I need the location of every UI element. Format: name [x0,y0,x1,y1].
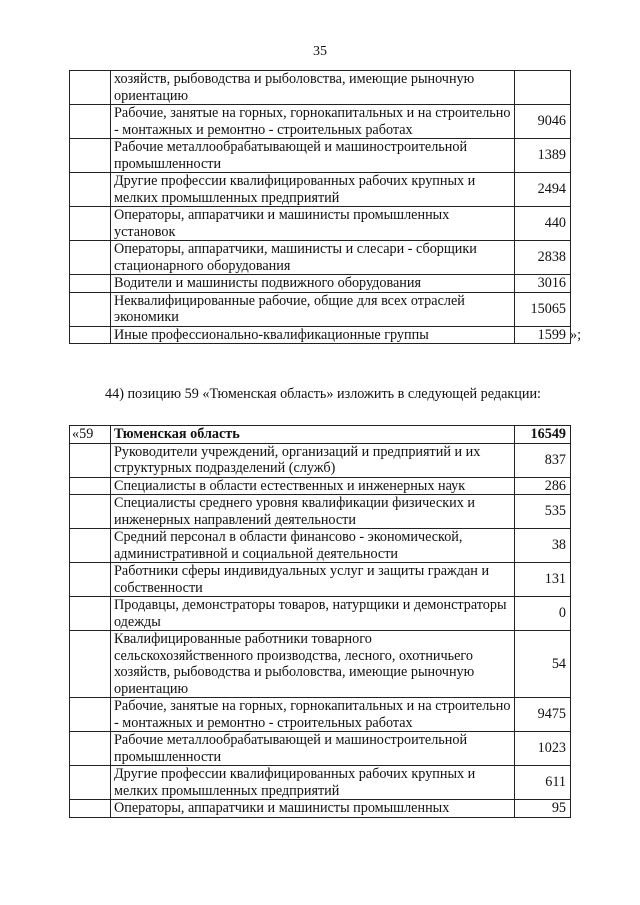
table-row [70,495,571,529]
code-cell [70,71,111,105]
code-cell [70,495,111,529]
occupation-cell: Рабочие, занятые на горных, горнокапитальных и на строительно - монтажных и ремонтно - строительных работах [111,698,515,732]
code-cell [70,477,111,495]
code-cell [70,173,111,207]
value-cell: 440 [515,207,571,241]
code-cell [70,698,111,732]
code-cell [70,766,111,800]
occupation-cell: Работники сферы индивидуальных услуг и защиты граждан и собственности [111,563,515,597]
code-cell [70,800,111,818]
occupation-cell: Другие профессии квалифицированных рабочих крупных и мелких промышленных предприятий [111,173,515,207]
code-cell [70,105,111,139]
value-cell: 2494 [515,173,571,207]
closing-quote: »; [570,326,582,343]
occupation-cell: Рабочие, занятые на горных, горнокапитальных и на строительно - монтажных и ремонтно - строительных работах [111,105,515,139]
value-cell: 9046 [515,105,571,139]
code-cell [70,207,111,241]
value-cell: 9475 [515,698,571,732]
occupation-cell: Водители и машинисты подвижного оборудования [111,275,515,293]
occupation-cell: Квалифицированные работники товарного сельскохозяйственного производства, лесного, охотничьего хозяйств, рыбоводства и рыболовства, имеющие рыночную ориентацию [111,631,515,698]
code-cell [70,443,111,477]
page-number: 35 [313,44,327,59]
code-cell [70,326,111,344]
value-cell: 2838 [515,241,571,275]
value-text: 1599 [537,326,566,343]
table-row [70,698,571,732]
occupation-cell: хозяйств, рыбоводства и рыболовства, имеющие рыночную ориентацию [111,71,515,105]
occupation-cell: Операторы, аппаратчики и машинисты промышленных установок [111,207,515,241]
region-total-cell: 16549 [515,426,571,444]
table-row [70,800,571,818]
code-cell [70,563,111,597]
table-row [70,563,571,597]
value-cell: 0 [515,597,571,631]
value-cell: 1389 [515,139,571,173]
value-cell: 15065 [515,292,571,326]
value-cell: 286 [515,477,571,495]
region-name-cell: Тюменская область [111,426,515,444]
table-row [70,207,571,241]
occupation-cell: Специалисты в области естественных и инженерных наук [111,477,515,495]
value-cell: 535 [515,495,571,529]
occupation-cell: Неквалифицированные рабочие, общие для всех отраслей экономики [111,292,515,326]
occupation-cell: Рабочие металлообрабатывающей и машиностроительной промышленности [111,732,515,766]
occupation-cell: Средний персонал в области финансово - экономической, административной и социальной деятельности [111,529,515,563]
value-cell: 3016 [515,275,571,293]
table-row [70,71,571,105]
occupation-cell: Рабочие металлообрабатывающей и машиностроительной промышленности [111,139,515,173]
value-cell: 38 [515,529,571,563]
table-row [70,597,571,631]
region-code-cell: «59 [70,426,111,444]
table-row [70,275,571,293]
value-cell: 54 [515,631,571,698]
table-row [70,529,571,563]
value-cell: 611 [515,766,571,800]
code-cell [70,529,111,563]
occupation-cell: Специалисты среднего уровня квалификации физических и инженерных направлений деятельности [111,495,515,529]
value-cell [515,71,571,105]
code-cell [70,275,111,293]
table-row [70,241,571,275]
code-cell [70,732,111,766]
value-cell: 837 [515,443,571,477]
code-cell [70,241,111,275]
table-row [70,766,571,800]
occupation-table-continued [69,70,582,344]
value-cell: 1023 [515,732,571,766]
occupation-cell: Иные профессионально-квалификационные группы [111,326,515,344]
table-row [70,443,571,477]
amendment-paragraph: 44) позицию 59 «Тюменская область» изложить в следующей редакции: [105,386,541,402]
code-cell [70,139,111,173]
occupation-cell: Операторы, аппаратчики, машинисты и слесари - сборщики стационарного оборудования [111,241,515,275]
table-row [70,477,571,495]
table-row [70,139,571,173]
value-cell [515,326,582,344]
value-cell: 95 [515,800,571,818]
tyumen-region-table [69,425,571,818]
table-row [70,105,571,139]
table-row [70,326,571,344]
table-row [70,292,571,326]
occupation-cell: Продавцы, демонстраторы товаров, натурщики и демонстраторы одежды [111,597,515,631]
code-cell [70,292,111,326]
occupation-cell: Руководители учреждений, организаций и предприятий и их структурных подразделений (служб) [111,443,515,477]
table-row [70,732,571,766]
occupation-cell: Операторы, аппаратчики и машинисты промышленных [111,800,515,818]
value-cell: 131 [515,563,571,597]
table-row [70,173,571,207]
code-cell [70,597,111,631]
code-cell [70,631,111,698]
occupation-cell: Другие профессии квалифицированных рабочих крупных и мелких промышленных предприятий [111,766,515,800]
table-header-row [70,426,571,444]
table-row [70,631,571,698]
